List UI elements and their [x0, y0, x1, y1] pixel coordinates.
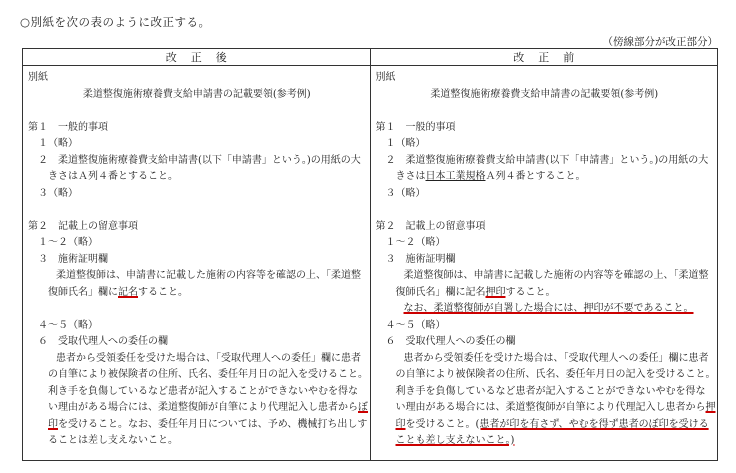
amended-text: 印: [48, 418, 58, 430]
column-before: [370, 66, 718, 461]
comparison-table: [22, 48, 718, 461]
text-line: ４～５（略）: [38, 319, 98, 331]
intro-text: ○別紙を次の表のように改正する。: [20, 15, 211, 29]
text-line: ３ 施術証明欄: [38, 253, 108, 265]
text-line: [376, 400, 714, 417]
text-span: すること。: [138, 286, 188, 298]
text-line: の自筆により被保険者の住所、氏名、委任年月日の記入を受けること。: [395, 369, 716, 380]
text-line: ６ 受取代理人への委任の欄: [385, 336, 516, 347]
text-span: Ａ列４番とすること。: [485, 171, 586, 182]
section-heading: 第１ 一般的事項: [375, 121, 456, 133]
header-before: 改正前: [370, 49, 718, 66]
text-line: １（略）: [385, 138, 426, 149]
amended-text: 印: [395, 418, 406, 430]
text-span: きさは: [395, 171, 426, 182]
amended-text: なお、柔道整復師が自署した場合には、押印が不要であること。: [403, 303, 694, 314]
text-line: １～２（略）: [38, 237, 98, 248]
text-span: を受けること。なお、委任年月日については、予め、機械打ち出しす: [58, 418, 368, 430]
text-line: １（略）: [38, 138, 78, 149]
text-line: [376, 285, 714, 302]
text-line: 柔道整復師は、申請書に記載した施術の内容等を確認の上、「柔道整: [403, 270, 709, 281]
text-line: ２ 柔道整復施術療養費支給申請書(以下「申請書」という。)の用紙の大: [385, 154, 709, 166]
text-line: ３ 施術証明欄: [385, 253, 456, 265]
text-line: 患者から受領委任を受けた場合は、「受取代理人への委任」欄に患者: [56, 352, 361, 364]
text-line: [376, 169, 714, 186]
section-heading: 第２ 記載上の留意事項: [375, 220, 486, 232]
amended-text: ぼ: [358, 402, 368, 413]
amended-text: 押印: [485, 286, 506, 298]
section-heading: 第２ 記載上の留意事項: [28, 220, 138, 232]
text-span: い理由がある場合には、柔道整復師が自筆により代理記入し患者から: [48, 402, 358, 413]
text-line: ３（略）: [385, 187, 426, 199]
text-line: ６ 受取代理人への委任の欄: [38, 336, 168, 347]
header-row: [23, 49, 718, 66]
text-span: 復師氏名」欄に記名: [395, 286, 486, 298]
legend-note: （傍線部分が改正部分）: [602, 36, 718, 48]
column-after: [23, 66, 371, 461]
text-line: ４～５（略）: [385, 319, 446, 331]
header-after: 改正後: [23, 49, 371, 66]
text-span: すること。: [505, 286, 556, 298]
amended-text: 記名: [118, 286, 138, 298]
amended-text: ことも差し支えないこと。): [395, 435, 515, 446]
text-span: 復師氏名」欄に: [48, 286, 118, 298]
text-line: [28, 400, 366, 417]
content-row: [23, 66, 718, 461]
text-line: 利き手を負傷しているなど患者が記入することができないやむを得な: [48, 385, 358, 397]
text-line: きさはＡ列４番とすること。: [48, 171, 178, 182]
text-line: [376, 417, 714, 434]
amended-text: 押: [705, 402, 716, 413]
text-span: を受けること。: [405, 418, 476, 430]
text-line: 患者から受領委任を受けた場合は、「受取代理人への委任」欄に患者: [403, 352, 709, 364]
text-line: 柔道整復師は、申請書に記載した施術の内容等を確認の上、「柔道整: [56, 270, 361, 281]
text-line: ることは差し支えないこと。: [48, 435, 178, 446]
text-line: [28, 417, 366, 434]
text-line: ３（略）: [38, 187, 78, 199]
text-line: ２ 柔道整復施術療養費支給申請書(以下「申請書」という。)の用紙の大: [38, 154, 361, 166]
attachment-label: 別紙: [375, 72, 396, 83]
section-heading: 第１ 一般的事項: [28, 121, 108, 133]
text-line: [28, 285, 366, 302]
amended-text: (患者が印を有さず、やむを得ず患者のぼ印を受ける: [475, 418, 709, 430]
text-line: [376, 433, 714, 450]
amended-text: 日本工業規格: [425, 171, 486, 182]
text-line: [376, 301, 714, 318]
text-line: 利き手を負傷しているなど患者が記入することができないやむを得な: [395, 385, 706, 397]
document-title: 柔道整復施術療養費支給申請書の記載要領(参考例): [82, 88, 311, 100]
document-title: 柔道整復施術療養費支給申請書の記載要領(参考例): [430, 88, 659, 100]
attachment-label: 別紙: [28, 72, 48, 83]
text-line: の自筆により被保険者の住所、氏名、委任年月日の記入を受けること。: [48, 369, 368, 380]
text-span: い理由がある場合には、柔道整復師が自筆により代理記入し患者から: [395, 402, 706, 413]
text-line: １～２（略）: [385, 237, 446, 248]
